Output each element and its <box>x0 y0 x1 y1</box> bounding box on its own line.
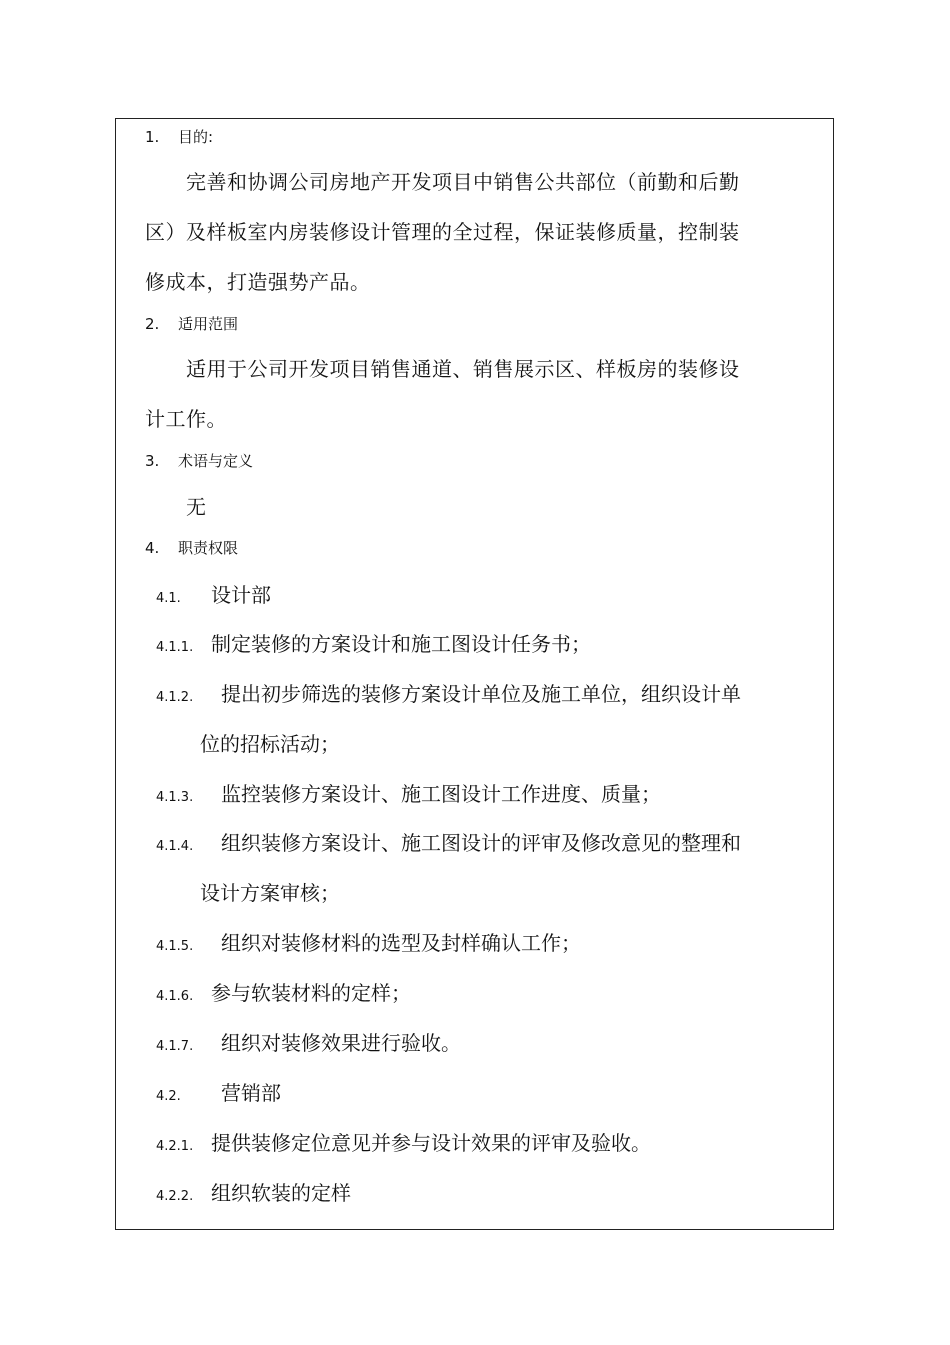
paragraph-line: 计工作。 <box>145 407 227 431</box>
list-item <box>156 827 741 856</box>
item-text: 设计部 <box>211 583 271 607</box>
item-continuation: 设计方案审核； <box>200 881 340 905</box>
list-item <box>156 1027 461 1056</box>
item-continuation: 位的招标活动； <box>200 732 340 756</box>
item-text: 组织对装修材料的选型及封样确认工作； <box>221 931 581 955</box>
paragraph-line: 适用于公司开发项目销售通道、销售展示区、样板房的装修设 <box>186 357 740 381</box>
list-item <box>156 1077 281 1106</box>
section-title: 职责权限 <box>178 539 239 557</box>
section-heading <box>145 313 238 334</box>
item-number: 4.2.2. <box>156 1189 194 1204</box>
item-text: 提供装修定位意见并参与设计效果的评审及验收。 <box>211 1131 651 1155</box>
section-number: 2. <box>145 315 160 333</box>
section-heading <box>145 450 253 471</box>
item-number: 4.1.7. <box>156 1039 194 1054</box>
list-item <box>156 579 271 608</box>
paragraph-line: 修成本，打造强势产品。 <box>145 270 371 294</box>
item-number: 4.1. <box>156 591 181 606</box>
list-item <box>156 778 661 807</box>
list-item <box>156 1127 651 1156</box>
section-title: 目的: <box>178 128 214 146</box>
item-text: 组织对装修效果进行验收。 <box>221 1031 461 1055</box>
section-title: 适用范围 <box>178 315 239 333</box>
list-item <box>156 1177 351 1206</box>
item-text: 营销部 <box>221 1081 281 1105</box>
section-heading <box>145 537 238 558</box>
section-heading <box>145 126 213 147</box>
paragraph-line: 区）及样板室内房装修设计管理的全过程，保证装修质量，控制装 <box>145 220 740 244</box>
paragraph-line: 完善和协调公司房地产开发项目中销售公共部位（前勤和后勤 <box>186 170 740 194</box>
item-number: 4.2.1. <box>156 1139 194 1154</box>
item-number: 4.1.4. <box>156 839 194 854</box>
list-item <box>156 628 591 657</box>
section-number: 1. <box>145 128 160 146</box>
list-item <box>156 927 581 956</box>
item-text: 参与软装材料的定样； <box>211 981 411 1005</box>
item-text: 制定装修的方案设计和施工图设计任务书； <box>211 632 591 656</box>
item-number: 4.1.3. <box>156 790 194 805</box>
list-item <box>156 678 741 707</box>
item-number: 4.1.1. <box>156 640 194 655</box>
paragraph-line: 无 <box>186 495 207 519</box>
list-item <box>156 977 411 1006</box>
item-number: 4.2. <box>156 1089 181 1104</box>
section-number: 3. <box>145 452 160 470</box>
item-text: 组织装修方案设计、施工图设计的评审及修改意见的整理和 <box>221 831 741 855</box>
item-text: 提出初步筛选的装修方案设计单位及施工单位，组织设计单 <box>221 682 741 706</box>
item-text: 组织软装的定样 <box>211 1181 351 1205</box>
item-text: 监控装修方案设计、施工图设计工作进度、质量； <box>221 782 661 806</box>
item-number: 4.1.5. <box>156 939 194 954</box>
section-number: 4. <box>145 539 160 557</box>
section-title: 术语与定义 <box>178 452 254 470</box>
item-number: 4.1.6. <box>156 989 194 1004</box>
item-number: 4.1.2. <box>156 690 194 705</box>
